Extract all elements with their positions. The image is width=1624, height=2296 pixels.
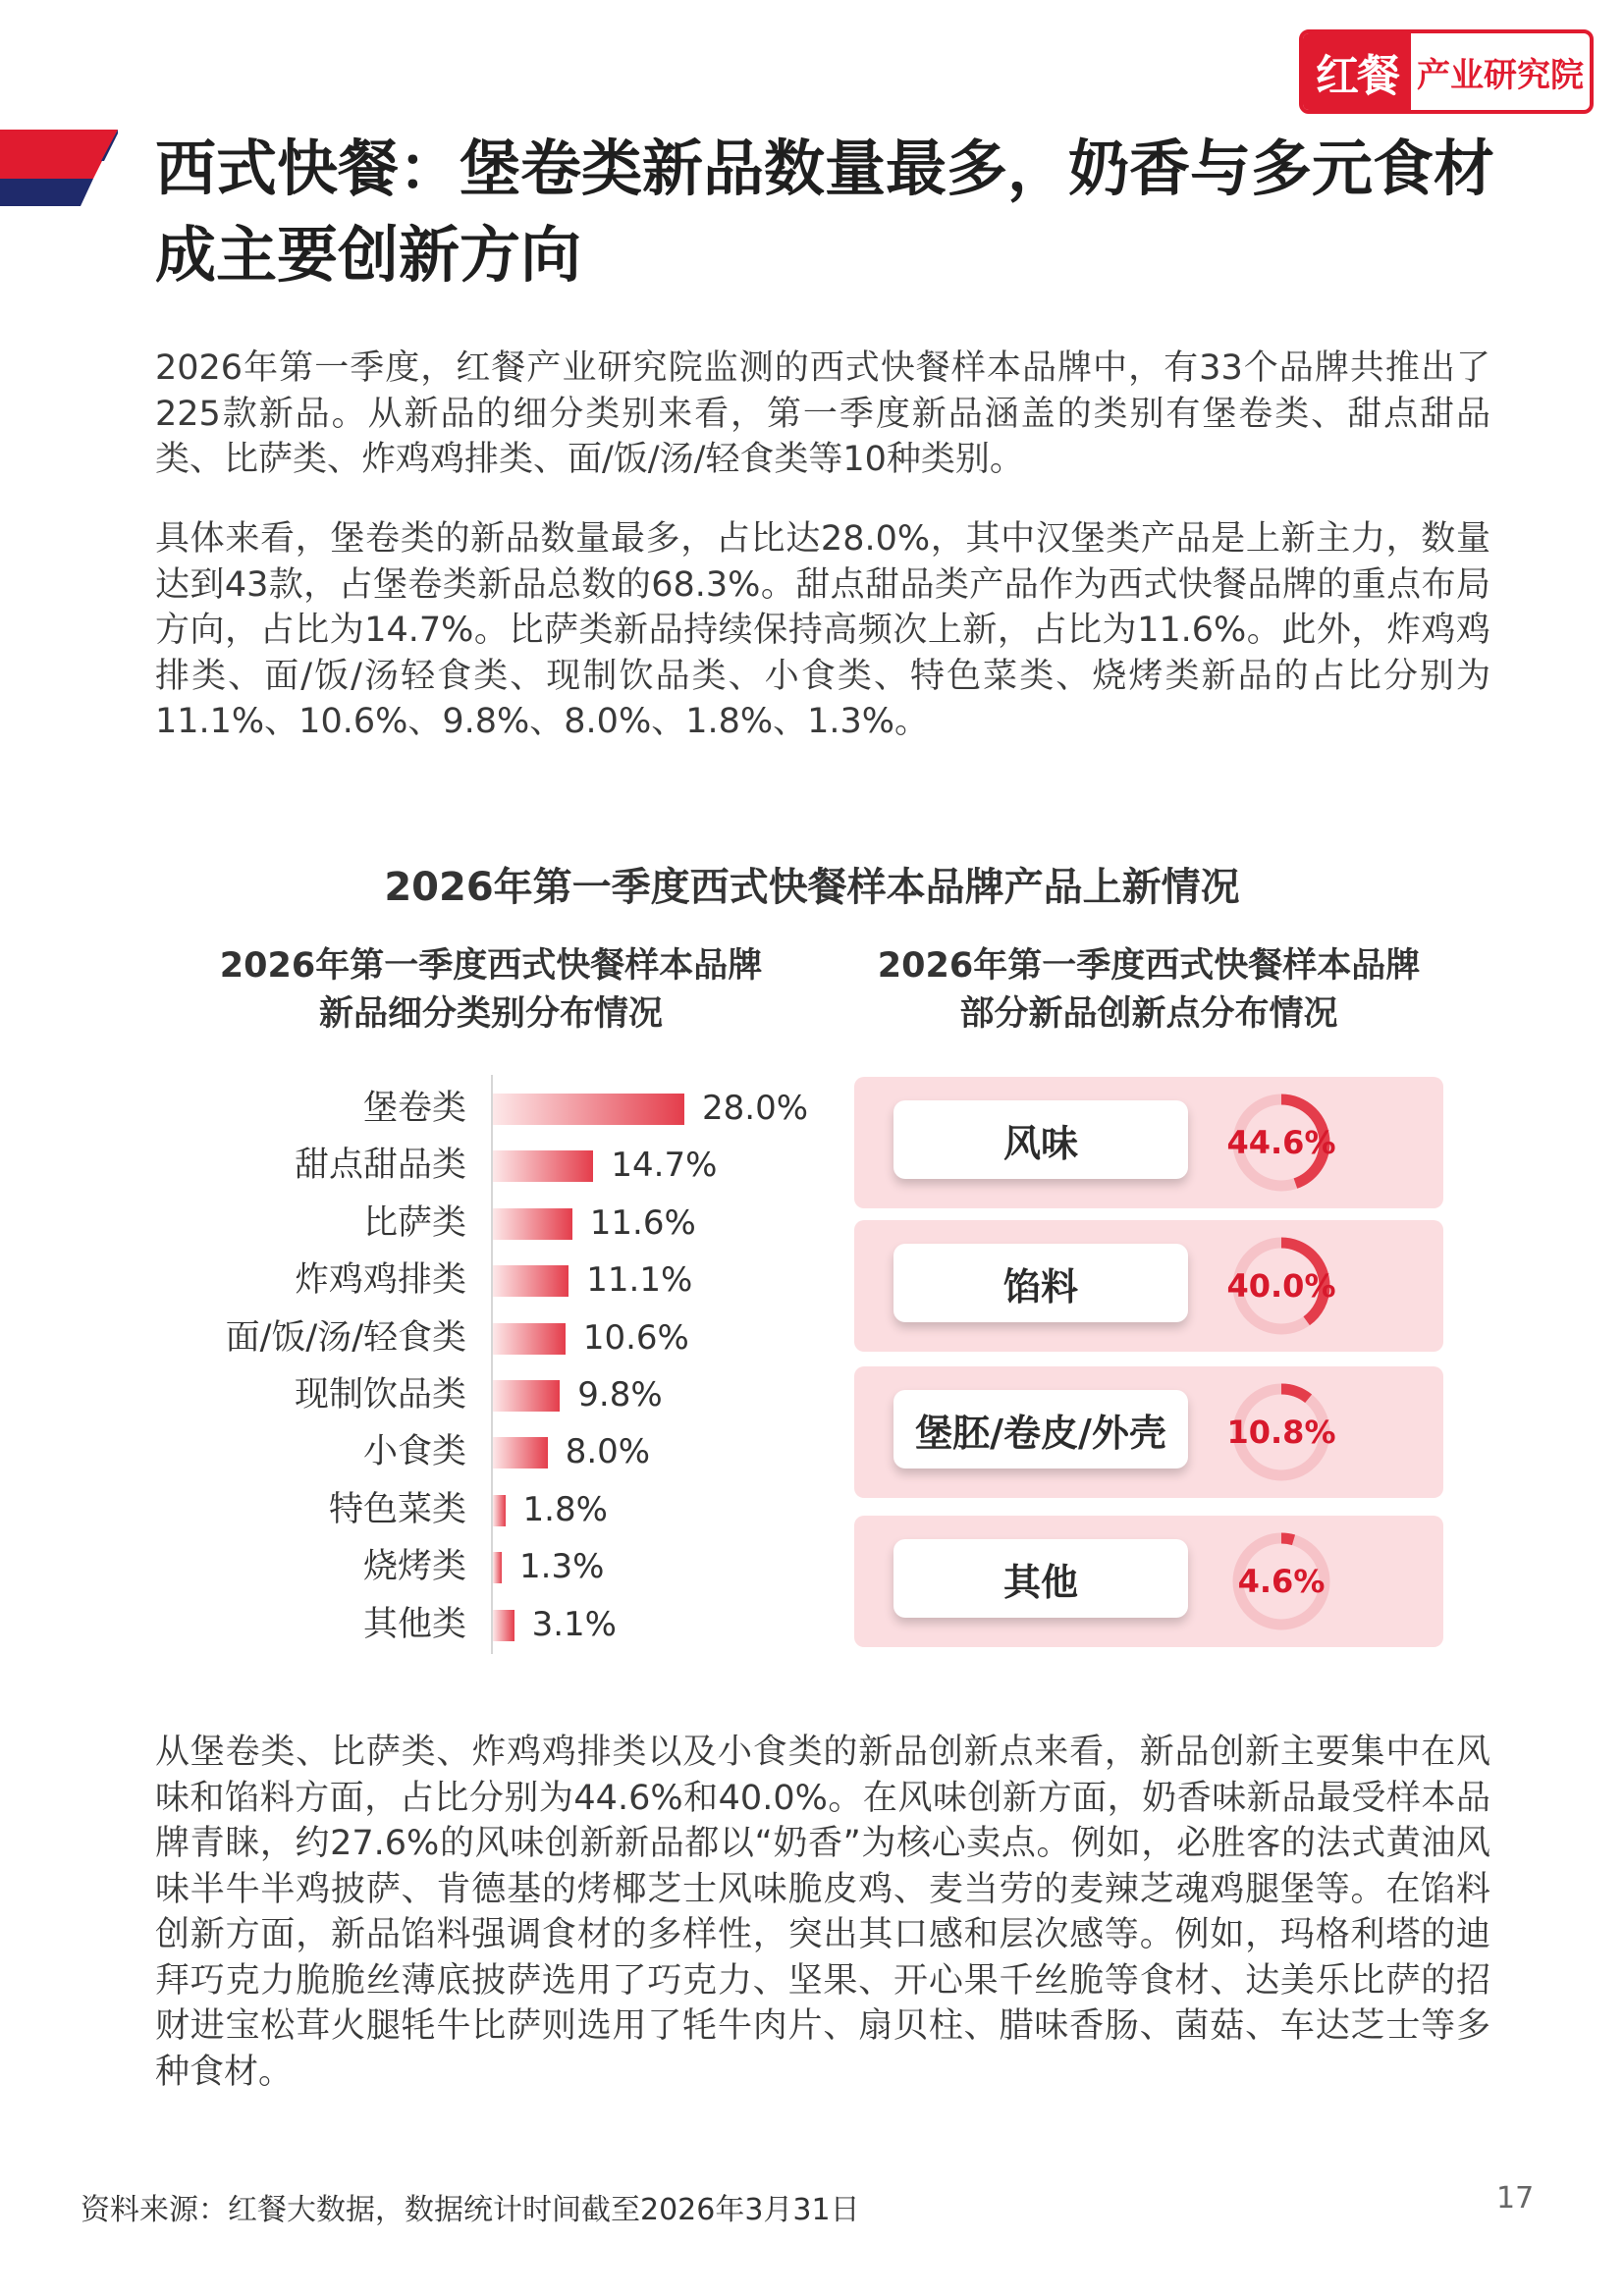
bar-row — [137, 1481, 825, 1538]
bar — [493, 1265, 568, 1297]
bar — [493, 1094, 684, 1125]
logo-mark: 红餐 — [1303, 33, 1411, 110]
brand-logo — [1299, 29, 1594, 114]
bar — [493, 1495, 506, 1526]
bar — [493, 1610, 514, 1641]
bar-row — [137, 1137, 825, 1194]
bar-value-label: 3.1% — [531, 1604, 617, 1644]
bar-chart-title-line-2: 新品细分类别分布情况 — [318, 994, 663, 1034]
bar-category-label: 堡卷类 — [362, 1089, 466, 1128]
bar-category-label: 比萨类 — [362, 1202, 466, 1243]
bar-chart-title — [187, 942, 795, 1039]
bar-category-label: 面/饭/汤/轻食类 — [225, 1317, 466, 1358]
bar-value-label: 1.8% — [522, 1489, 608, 1529]
bar-category-label: 特色菜类 — [328, 1489, 466, 1529]
innovation-panel — [854, 1366, 1443, 1498]
bar-category-label: 小食类 — [362, 1432, 466, 1472]
page-title: 西式快餐：堡卷类新品数量最多，奶香与多元食材成主要创新方向 — [155, 133, 1495, 291]
bar-row — [137, 1309, 825, 1366]
data-source-note: 资料来源：红餐大数据，数据统计时间截至2026年3月31日 — [81, 2193, 860, 2227]
bar-row — [137, 1366, 825, 1423]
bar-category-label: 炸鸡鸡排类 — [294, 1260, 466, 1301]
header-stripe-decoration — [0, 130, 118, 206]
bar — [493, 1323, 566, 1355]
logo-text: 产业研究院 — [1417, 55, 1584, 95]
innovation-chart-title — [844, 942, 1453, 1039]
innovation-panel — [854, 1220, 1443, 1352]
bar-value-label: 10.6% — [582, 1317, 689, 1358]
innovation-chart-title-line-2: 部分新品创新点分布情况 — [959, 994, 1338, 1034]
innovation-value-label: 44.6% — [1226, 1124, 1336, 1161]
innovation-paragraph: 从堡卷类、比萨类、炸鸡鸡排类以及小食类的新品创新点来看，新品创新主要集中在风味和馅料方面，占比分别为44.6%和40.0%。在风味创新方面，奶香味新品最受样本品牌青睐，约27.6%的风味创新新品都以“奶香”为核心卖点。例如，必胜客的法式黄油风味半牛半鸡披萨、肯德基的烤椰芝士风味脆皮鸡、麦当劳的麦辣芝魂鸡腿堡等。在馅料创新方面，新品馅料强调食材的多样性，突出其口感和层次感等。例如，玛格利塔的迪拜巧克力脆脆丝薄底披萨选用了巧克力、坚果、开心果千丝脆等食材、达美乐比萨的招财进宝松茸火腿牦牛比萨则选用了牦牛肉片、扇贝柱、腊味香肠、菌菇、车达芝士等多种食材。 — [155, 1733, 1490, 2092]
bar-chart-title-line-1: 2026年第一季度西式快餐样本品牌 — [219, 946, 763, 986]
bar-value-label: 14.7% — [611, 1146, 718, 1186]
bar-row — [137, 1423, 825, 1480]
detail-paragraph: 具体来看，堡卷类的新品数量最多，占比达28.0%，其中汉堡类产品是上新主力，数量达到43款，占堡卷类新品总数的68.3%。甜点甜品类产品作为西式快餐品牌的重点布局方向，占比为14.7%。比萨类新品持续保持高频次上新，占比为11.6%。此外，炸鸡鸡排类、面/饭/汤轻食类、现制饮品类、小食类、特色菜类、烧烤类新品的占比分别为11.1%、10.6%、9.8%、8.0%、1.8%、1.3%。 — [155, 519, 1490, 741]
bar — [493, 1150, 593, 1182]
innovation-value-label: 4.6% — [1237, 1563, 1326, 1600]
bar-row — [137, 1195, 825, 1252]
innovation-panel — [854, 1516, 1443, 1647]
bar-category-label: 烧烤类 — [362, 1547, 466, 1587]
innovation-value-label: 10.8% — [1226, 1414, 1336, 1451]
innovation-chart-title-line-1: 2026年第一季度西式快餐样本品牌 — [877, 946, 1421, 986]
bar-row — [137, 1596, 825, 1653]
innovation-category-label: 堡胚/卷皮/外壳 — [893, 1390, 1188, 1468]
bar-row — [137, 1252, 825, 1308]
bar-value-label: 28.0% — [702, 1089, 809, 1128]
bar-value-label: 11.6% — [589, 1202, 696, 1243]
innovation-category-label: 风味 — [893, 1100, 1188, 1179]
page-number: 17 — [1496, 2181, 1535, 2216]
bar-value-label: 11.1% — [586, 1260, 693, 1301]
bar-value-label: 9.8% — [577, 1375, 663, 1415]
bar — [493, 1437, 548, 1468]
chart-main-title: 2026年第一季度西式快餐样本品牌产品上新情况 — [384, 865, 1240, 910]
innovation-category-label: 其他 — [893, 1539, 1188, 1618]
bar-category-label: 其他类 — [362, 1604, 466, 1644]
bar-value-label: 1.3% — [519, 1547, 605, 1587]
bar-category-label: 甜点甜品类 — [294, 1146, 466, 1186]
bar — [493, 1208, 572, 1240]
bar-value-label: 8.0% — [565, 1432, 651, 1472]
bar-row — [137, 1538, 825, 1595]
bar-category-label: 现制饮品类 — [294, 1375, 466, 1415]
innovation-category-label: 馅料 — [893, 1244, 1188, 1322]
bar-row — [137, 1080, 825, 1137]
innovation-panel — [854, 1077, 1443, 1208]
bar — [493, 1380, 560, 1412]
bar — [493, 1552, 502, 1583]
intro-paragraph: 2026年第一季度，红餐产业研究院监测的西式快餐样本品牌中，有33个品牌共推出了225款新品。从新品的细分类别来看，第一季度新品涵盖的类别有堡卷类、甜点甜品类、比萨类、炸鸡鸡排类、面/饭/汤/轻食类等10种类别。 — [155, 348, 1490, 479]
innovation-value-label: 40.0% — [1226, 1267, 1336, 1305]
